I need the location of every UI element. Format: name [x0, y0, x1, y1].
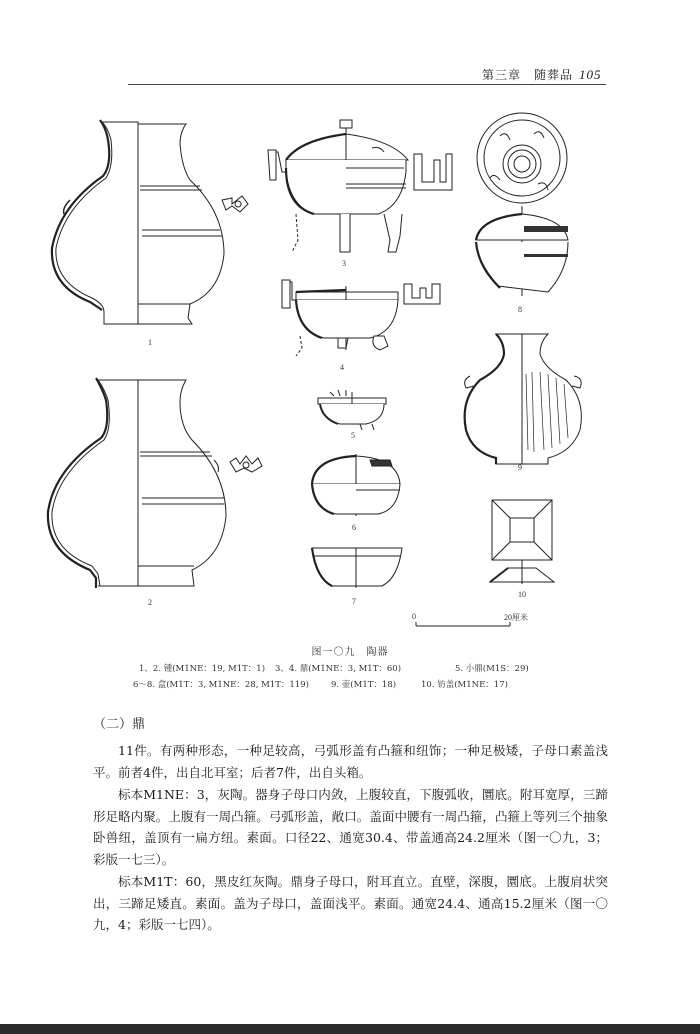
scale-value-label: 20厘米 — [504, 613, 528, 622]
page-number: 105 — [579, 67, 602, 82]
figure-label-9: 9 — [518, 463, 522, 472]
figure-label-7: 7 — [352, 597, 356, 606]
figure-title: 图一〇九 陶器 — [311, 647, 389, 658]
vessel-8-drawing — [476, 113, 568, 296]
caption-1: 1、2. 锺(M1NE：19, M1T：1) — [139, 664, 266, 674]
page-bottom-edge — [0, 1024, 700, 1034]
vessel-9-drawing — [465, 334, 582, 464]
figure-label-4: 4 — [340, 363, 344, 372]
figure-label-5: 5 — [351, 431, 355, 440]
vessel-3-drawing — [268, 120, 452, 252]
vessel-1-drawing — [52, 120, 248, 324]
figure-label-3: 3 — [342, 259, 346, 268]
vessel-10-drawing — [490, 500, 554, 584]
scale-zero-label: 0 — [412, 612, 416, 621]
vessel-6-drawing — [312, 454, 400, 516]
vessel-5-drawing — [318, 390, 386, 430]
scale-bar — [416, 622, 510, 626]
figure-label-10: 10 — [518, 590, 526, 599]
paragraph-3: 标本M1T：60，黑皮红灰陶。鼎身子母口，附耳直立。直壁，深腹，圜底。上腹肩状突出，三蹄足矮直。素面。盖为子母口，盖面浅平。素面。通宽24.4、通高15.2厘米（图一〇九，4；彩版一七四）。 — [93, 874, 608, 932]
caption-4: 6～8. 盒(M1T：3, M1NE：28, M1T：119) — [133, 680, 309, 690]
vessel-4-drawing — [282, 280, 440, 356]
caption-6: 10. 钫盖(M1NE：17) — [421, 680, 508, 690]
paragraph-1: 11件。有两种形态，一种足较高，弓弧形盖有凸箍和纽饰；一种足极矮，子母口素盖浅平。前者4件，出自北耳室；后者7件，出自头箱。 — [93, 743, 608, 780]
caption-3: 5. 小鼎(M1S：29) — [455, 664, 529, 674]
paragraph-2: 标本M1NE：3，灰陶。器身子母口内敛，上腹较直，下腹弧收，圜底。附耳宽厚，三蹄形足略内聚。上腹有一周凸箍。弓弧形盖，敞口。盖面中腰有一周凸箍，凸箍上等列三个抽象卧兽纽，盖顶有一扁方纽。素面。口径22、通宽30.4、带盖通高24.2厘米（图一〇九，3；彩版一七三）。 — [93, 787, 608, 867]
caption-5: 9. 壶(M1T：18) — [331, 680, 397, 690]
figure-label-8: 8 — [518, 305, 522, 314]
caption-2: 3、4. 鼎(M1NE：3, M1T：60) — [275, 664, 402, 674]
section-heading: （二）鼎 — [93, 717, 146, 732]
vessel-7-drawing — [312, 548, 402, 588]
figure-label-2: 2 — [148, 598, 152, 607]
chapter-title: 第三章 随葬品 — [482, 68, 574, 82]
figure-label-6: 6 — [352, 523, 356, 532]
figure-label-1: 1 — [148, 338, 152, 347]
vessel-2-drawing — [48, 378, 262, 588]
